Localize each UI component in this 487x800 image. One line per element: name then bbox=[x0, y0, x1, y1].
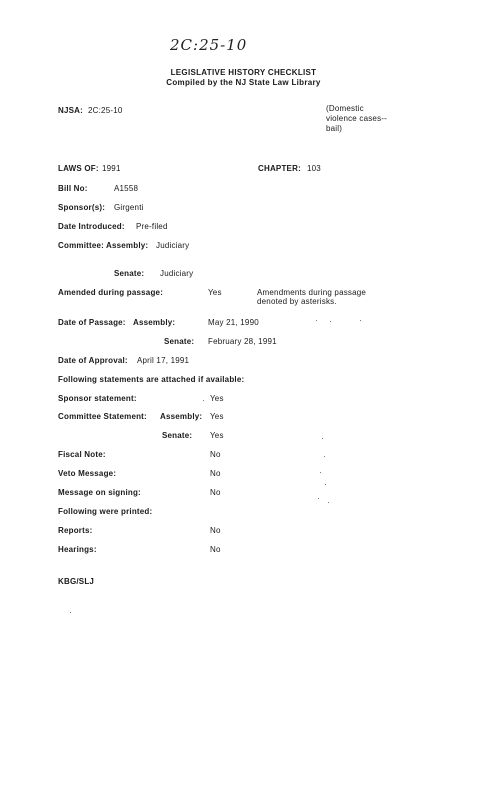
laws-of-label: LAWS OF: bbox=[58, 164, 99, 173]
veto-message-value: No bbox=[210, 469, 221, 478]
scan-speck bbox=[322, 438, 323, 439]
committee-assembly-label: Assembly: bbox=[106, 241, 149, 250]
amended-note-line-1: Amendments during passage bbox=[257, 288, 367, 297]
sponsor-statement-value: Yes bbox=[210, 394, 224, 403]
njsa-value: 2C:25-10 bbox=[88, 106, 123, 115]
handwritten-statute-number: 2C:25-10 bbox=[170, 36, 248, 54]
committee-statement-assembly-value: Yes bbox=[210, 412, 224, 421]
scan-speck bbox=[320, 472, 321, 473]
fiscal-note-value: No bbox=[210, 450, 221, 459]
hearings-label: Hearings: bbox=[58, 545, 97, 554]
scan-speck bbox=[70, 612, 71, 613]
amended-note-line-2: denoted by asterisks. bbox=[257, 297, 337, 306]
date-introduced-label: Date Introduced: bbox=[58, 222, 125, 231]
scan-speck bbox=[360, 320, 361, 321]
scan-speck bbox=[316, 320, 317, 321]
message-on-signing-value: No bbox=[210, 488, 221, 497]
sponsors-label: Sponsor(s): bbox=[58, 203, 106, 212]
fiscal-note-label: Fiscal Note: bbox=[58, 450, 106, 459]
bill-no-value: A1558 bbox=[114, 184, 139, 193]
committee-senate-label: Senate: bbox=[114, 269, 145, 278]
description-line-1: (Domestic bbox=[326, 104, 364, 113]
date-of-approval-value: April 17, 1991 bbox=[137, 356, 190, 365]
statements-heading: Following statements are attached if available: bbox=[58, 375, 245, 384]
amended-value: Yes bbox=[208, 288, 222, 297]
committee-senate-value: Judiciary bbox=[160, 269, 194, 278]
scan-speck bbox=[324, 456, 325, 457]
document-title: LEGISLATIVE HISTORY CHECKLIST bbox=[170, 68, 317, 77]
chapter-label: CHAPTER: bbox=[258, 164, 301, 173]
printed-heading: Following were printed: bbox=[58, 507, 153, 516]
bill-no-label: Bill No: bbox=[58, 184, 88, 193]
committee-statement-senate-value: Yes bbox=[210, 431, 224, 440]
date-introduced-value: Pre-filed bbox=[136, 222, 168, 231]
passage-senate-label: Senate: bbox=[164, 337, 195, 346]
sponsor-statement-label: Sponsor statement: bbox=[58, 394, 137, 403]
scan-speck bbox=[325, 484, 326, 485]
committee-assembly-value: Judiciary bbox=[156, 241, 190, 250]
amended-label: Amended during passage: bbox=[58, 288, 164, 297]
njsa-label: NJSA: bbox=[58, 106, 84, 115]
hearings-value: No bbox=[210, 545, 221, 554]
scan-speck bbox=[330, 321, 331, 322]
message-on-signing-label: Message on signing: bbox=[58, 488, 141, 497]
reports-label: Reports: bbox=[58, 526, 93, 535]
committee-label: Committee: bbox=[58, 241, 105, 250]
passage-senate-value: February 28, 1991 bbox=[208, 337, 277, 346]
scan-speck bbox=[203, 400, 204, 401]
scan-speck bbox=[328, 502, 329, 503]
committee-statement-assembly-label: Assembly: bbox=[160, 412, 203, 421]
laws-of-value: 1991 bbox=[102, 164, 121, 173]
scan-speck bbox=[318, 498, 319, 499]
document-subtitle: Compiled by the NJ State Law Library bbox=[166, 78, 321, 87]
sponsors-value: Girgenti bbox=[114, 203, 144, 212]
committee-statement-label: Committee Statement: bbox=[58, 412, 147, 421]
description-line-3: bail) bbox=[326, 124, 343, 133]
initials: KBG/SLJ bbox=[58, 577, 95, 586]
passage-assembly-value: May 21, 1990 bbox=[208, 318, 259, 327]
reports-value: No bbox=[210, 526, 221, 535]
date-of-approval-label: Date of Approval: bbox=[58, 356, 128, 365]
date-of-passage-label: Date of Passage: bbox=[58, 318, 126, 327]
description-line-2: violence cases-- bbox=[326, 114, 388, 123]
chapter-value: 103 bbox=[307, 164, 321, 173]
passage-assembly-label: Assembly: bbox=[133, 318, 176, 327]
veto-message-label: Veto Message: bbox=[58, 469, 117, 478]
committee-statement-senate-label: Senate: bbox=[162, 431, 193, 440]
